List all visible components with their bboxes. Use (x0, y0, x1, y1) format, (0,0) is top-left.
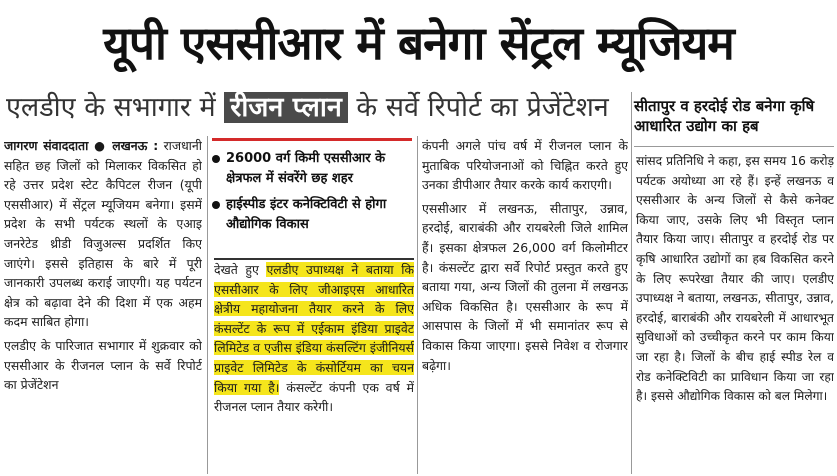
headline: यूपी एससीआर में बनेगा सेंट्रल म्यूजियम (103, 16, 734, 70)
column-divider (207, 136, 208, 474)
column-2-text-start: देखते हुए (214, 262, 267, 277)
bullet-icon (212, 155, 220, 163)
highlight-item (212, 195, 412, 235)
column-3-paragraph-1: कंपनी अगले पांच वर्ष में रीजनल प्लान के मुताबिक परियोजनाओं को चिह्नित करते हुए उनका डीपीआर तैयार करके कार्य कराएगी। (422, 138, 628, 193)
sidebar-headline: सीतापुर व हरदोई रोड बनेगा कृषि आधारित उद्योग का हब (634, 97, 815, 135)
sidebar-divider (631, 92, 632, 474)
column-2 (214, 258, 414, 476)
highlight-text: 26000 वर्ग किमी एससीआर के क्षेत्रफल में संवरेंगे छह शहर (226, 151, 386, 186)
column-divider (417, 136, 418, 474)
column-1 (4, 136, 202, 474)
column-1-paragraph-2: एलडीए के पारिजात सभागार में शुक्रवार को एससीआर के रीजनल प्लान के सर्वे रिपोर्ट का प्रेजेंटेशन (4, 337, 202, 393)
bullet-icon (212, 201, 220, 209)
column-1-paragraph-1: राजधानी सहित छह जिलों को मिलाकर विकसित हो रहे उत्तर प्रदेश स्टेट कैपिटल रीजन (यूपी एससीआर) में सेंट्रल म्यूजियम बनेगा। इसमें प्रदेश के सभी पर्यटक स्थलों के एआइ जनरेटेड थ्रीडी विजुअल्स प्रदर्शित किए जाएंगे। इससे इतिहास के बारे में पूरी जानकारी उपलब्ध कराई जाएगी। यह पर्यटन क्षेत्र को बढ़ावा देने की दिशा में एक अहम कदम साबित होगा। (4, 138, 202, 330)
deck (0, 88, 632, 128)
highlight-text: हाईस्पीड इंटर कनेक्टिविटी से होगा औद्योगिक विकास (226, 197, 387, 232)
highlight-item (212, 149, 412, 189)
column-3 (422, 136, 628, 474)
deck-text-start: एलडीए के सभागार में (6, 92, 225, 123)
column-2-text-end: कंसल्टेंट कंपनी एक वर्ष में रीजनल प्लान तैयार करेगी। (214, 379, 414, 415)
highlights-box (212, 138, 412, 253)
sidebar-headline-rule (634, 146, 834, 147)
column-3-paragraph-2: एससीआर में लखनऊ, सीतापुर, उन्नाव, हरदोई, बाराबंकी और रायबरेली जिले शामिल हैं। इसका क्षेत्रफल 26,000 वर्ग किलोमीटर है। कंसल्टेंट द्वारा सर्वे रिपोर्ट प्रस्तुत करते हुए बताया गया, अन्य जिलों की तुलना में लखनऊ अधिक विकसित है। एससीआर के रूप में आसपास के जिलों में भी समानांतर रूप से विकास किया जाएगा। इससे निवेश व रोजगार बढ़ेगा। (422, 200, 628, 373)
deck-highlight: रीजन प्लान (224, 92, 348, 123)
deck-text-end: के सर्वे रिपोर्ट का प्रेजेंटेशन (347, 92, 609, 123)
sidebar-body: सांसद प्रतिनिधि ने कहा, इस समय 16 करोड़ पर्यटक अयोध्या आ रहे हैं। इन्हें लखनऊ व एससीआर के अन्य जिलों से कैसे कनेक्ट किया जाए, उसके लिए भी विस्तृत प्लान तैयार किया जाए। सीतापुर व हरदोई रोड पर कृषि आधारित उद्योगों का हब विकसित करने के लिए रूपरेखा तैयार की जाए। एलडीए उपाध्यक्ष ने बताया, लखनऊ, सीतापुर, उन्नाव, हरदोई, बाराबंकी और रायबरेली में आधारभूत सुविधाओं को उच्चीकृत करने पर काम किया जा रहा है। जिलों के बीच हाई स्पीड रेल व रोड कनेक्टिविटी का प्राविधान किया जा रहा है। इससे औद्योगिक विकास को बल मिलेगा। (636, 154, 834, 404)
highlighted-passage: एलडीए उपाध्यक्ष ने बताया कि एससीआर के लिए जीआइएस आधारित क्षेत्रीय महायोजना तैयार करने के लिए कंसल्टेंट के रूप में एईकाम इंडिया प्राइवेट लिमिटेड व एजीस इंडिया कंसल्टिंग इंजीनियर्स प्राइवेट लिमिटेड के कंसोर्टियम का चयन किया गया है। (214, 262, 414, 395)
byline: जागरण संवाददाता ● लखनऊ : (4, 138, 159, 153)
